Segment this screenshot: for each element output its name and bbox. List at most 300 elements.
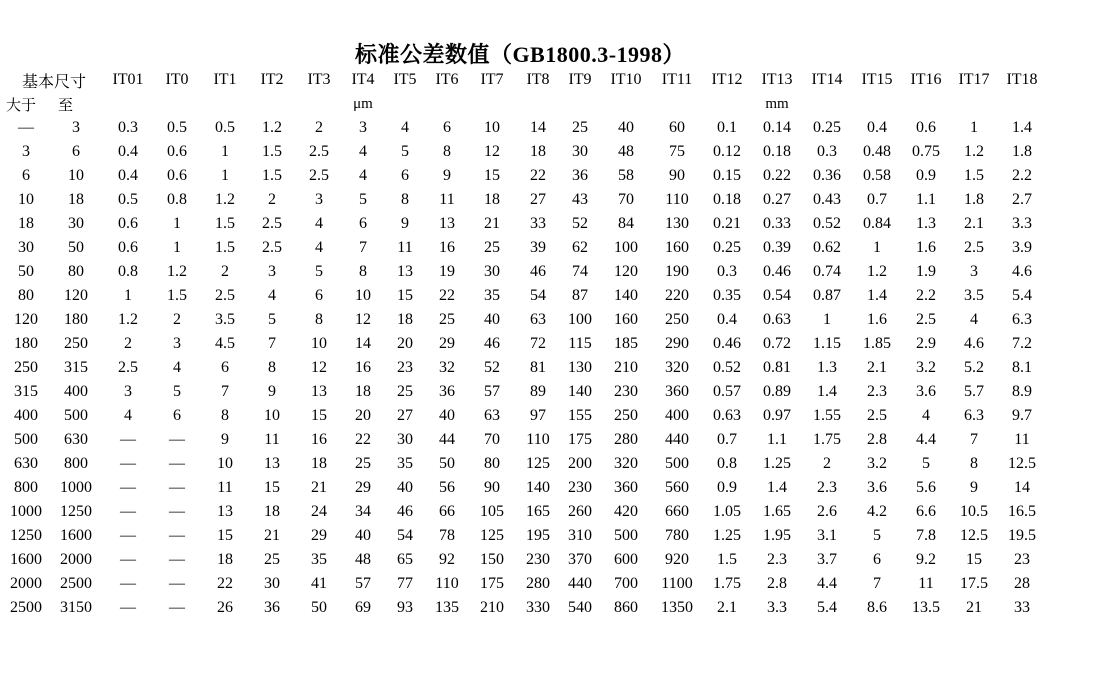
tolerance-cell: 89 [530, 383, 546, 400]
tolerance-cell: 57 [355, 575, 371, 592]
tolerance-cell: 4 [315, 239, 323, 256]
tolerance-cell: 9 [401, 215, 409, 232]
tolerance-cell: 260 [568, 503, 592, 520]
tolerance-cell: 0.63 [763, 311, 791, 328]
size-to-cell: 50 [68, 239, 84, 256]
tolerance-cell: 46 [397, 503, 413, 520]
tolerance-cell: 0.54 [763, 287, 791, 304]
tolerance-cell: 25 [264, 551, 280, 568]
tolerance-cell: 2.5 [262, 215, 282, 232]
tolerance-cell: 5 [922, 455, 930, 472]
tolerance-cell: 0.75 [912, 143, 940, 160]
tolerance-cell: 46 [484, 335, 500, 352]
grade-header: IT17 [958, 71, 990, 88]
tolerance-cell: 12 [311, 359, 327, 376]
tolerance-cell: 50 [311, 599, 327, 616]
tolerance-cell: 0.52 [713, 359, 741, 376]
tolerance-cell: 165 [526, 503, 550, 520]
tolerance-cell: 48 [618, 143, 634, 160]
tolerance-cell: 7 [268, 335, 276, 352]
tolerance-cell: 27 [397, 407, 413, 424]
tolerance-cell: 15 [966, 551, 982, 568]
tolerance-cell: 115 [568, 335, 592, 352]
tolerance-cell: 43 [572, 191, 588, 208]
tolerance-cell: 140 [568, 383, 592, 400]
tolerance-cell: — [169, 599, 185, 616]
tolerance-cell: 92 [439, 551, 455, 568]
tolerance-cell: 0.52 [813, 215, 841, 232]
tolerance-cell: 0.62 [813, 239, 841, 256]
tolerance-cell: 1.5 [262, 143, 282, 160]
size-header: 基本尺寸 [21, 73, 86, 91]
tolerance-cell: 1.1 [916, 191, 936, 208]
tolerance-cell: 48 [355, 551, 371, 568]
tolerance-cell: 420 [614, 503, 638, 520]
tolerance-cell: 1 [823, 311, 831, 328]
tolerance-cell: 0.8 [717, 455, 737, 472]
tolerance-cell: 18 [397, 311, 413, 328]
tolerance-cell: 4 [359, 167, 367, 184]
tolerance-cell: 28 [1014, 575, 1030, 592]
tolerance-cell: 22 [217, 575, 233, 592]
size-over-cell: 1000 [10, 503, 42, 520]
tolerance-cell: 210 [480, 599, 504, 616]
tolerance-cell: 18 [217, 551, 233, 568]
tolerance-cell: 5 [873, 527, 881, 544]
size-to-cell: 250 [64, 335, 88, 352]
tolerance-cell: — [169, 455, 185, 472]
tolerance-cell: 175 [568, 431, 592, 448]
tolerance-cell: 3.9 [1012, 239, 1032, 256]
tolerance-cell: 18 [530, 143, 546, 160]
tolerance-cell: 18 [355, 383, 371, 400]
tolerance-cell: 320 [665, 359, 689, 376]
tolerance-cell: 290 [665, 335, 689, 352]
tolerance-cell: 220 [665, 287, 689, 304]
tolerance-cell: 84 [618, 215, 634, 232]
tolerance-cell: 21 [484, 215, 500, 232]
page-title: 标准公差数值（GB1800.3-1998） [354, 42, 686, 67]
tolerance-cell: 700 [614, 575, 638, 592]
tolerance-cell: 9 [221, 431, 229, 448]
tolerance-cell: 2.1 [717, 599, 737, 616]
grade-header: IT10 [610, 71, 642, 88]
tolerance-cell: 1.2 [964, 143, 984, 160]
size-to-cell: 1000 [60, 479, 92, 496]
tolerance-cell: 0.15 [713, 167, 741, 184]
tolerance-cell: 10 [311, 335, 327, 352]
tolerance-cell: 87 [572, 287, 588, 304]
tolerance-cell: 29 [311, 527, 327, 544]
tolerance-cell: 1 [124, 287, 132, 304]
tolerance-cell: 0.74 [813, 263, 841, 280]
tolerance-cell: 160 [614, 311, 638, 328]
size-over-cell: 2000 [10, 575, 42, 592]
tolerance-cell: 2.9 [916, 335, 936, 352]
tolerance-cell: 1.8 [964, 191, 984, 208]
tolerance-cell: 0.84 [863, 215, 891, 232]
grade-header: IT11 [661, 71, 693, 88]
tolerance-cell: 0.97 [763, 407, 791, 424]
tolerance-cell: — [169, 479, 185, 496]
tolerance-cell: 1.2 [215, 191, 235, 208]
tolerance-cell: 9 [443, 167, 451, 184]
tolerance-cell: 1.4 [817, 383, 837, 400]
tolerance-cell: 6 [359, 215, 367, 232]
grade-header: IT9 [568, 71, 592, 88]
tolerance-cell: 78 [439, 527, 455, 544]
tolerance-cell: 150 [480, 551, 504, 568]
tolerance-cell: 6 [443, 119, 451, 136]
tolerance-cell: 0.9 [916, 167, 936, 184]
tolerance-cell: 40 [484, 311, 500, 328]
tolerance-cell: 11 [918, 575, 934, 592]
tolerance-cell: 1.4 [767, 479, 787, 496]
tolerance-cell: 360 [614, 479, 638, 496]
tolerance-cell: 7 [359, 239, 367, 256]
tolerance-cell: 1.2 [167, 263, 187, 280]
tolerance-cell: 29 [355, 479, 371, 496]
tolerance-cell: 10 [264, 407, 280, 424]
tolerance-cell: 11 [217, 479, 233, 496]
tolerance-cell: 9 [970, 479, 978, 496]
tolerance-cell: 10 [484, 119, 500, 136]
grade-header: IT12 [711, 71, 743, 88]
tolerance-cell: 0.3 [817, 143, 837, 160]
tolerance-cell: 81 [530, 359, 546, 376]
tolerance-cell: 0.87 [813, 287, 841, 304]
size-over-cell: — [18, 119, 34, 136]
tolerance-cell: 0.48 [863, 143, 891, 160]
tolerance-cell: 2 [221, 263, 229, 280]
tolerance-cell: 5.6 [916, 479, 936, 496]
tolerance-cell: 54 [397, 527, 413, 544]
tolerance-cell: 63 [530, 311, 546, 328]
tolerance-cell: 17.5 [960, 575, 988, 592]
tolerance-cell: 1.75 [813, 431, 841, 448]
tolerance-cell: 6.3 [1012, 311, 1032, 328]
tolerance-cell: 5 [173, 383, 181, 400]
grade-header: IT3 [307, 71, 331, 88]
tolerance-cell: 1350 [661, 599, 693, 616]
tolerance-cell: 540 [568, 599, 592, 616]
tolerance-cell: 29 [439, 335, 455, 352]
tolerance-cell: 230 [568, 479, 592, 496]
tolerance-cell: 27 [530, 191, 546, 208]
tolerance-cell: 40 [618, 119, 634, 136]
tolerance-cell: 195 [526, 527, 550, 544]
table-row [4, 500, 1046, 524]
tolerance-cell: 1 [970, 119, 978, 136]
tolerance-cell: 2.6 [817, 503, 837, 520]
tolerance-cell: 14 [530, 119, 546, 136]
tolerance-cell: 24 [311, 503, 327, 520]
tolerance-cell: 10.5 [960, 503, 988, 520]
tolerance-cell: 25 [572, 119, 588, 136]
size-over-cell: 18 [18, 215, 34, 232]
tolerance-cell: 80 [484, 455, 500, 472]
tolerance-cell: 3.3 [767, 599, 787, 616]
tolerance-cell: 18 [311, 455, 327, 472]
tolerance-cell: 1.25 [713, 527, 741, 544]
size-to-cell: 6 [72, 143, 80, 160]
table-row [4, 308, 1046, 332]
unit-row [4, 92, 1046, 116]
tolerance-cell: 0.7 [867, 191, 887, 208]
tolerance-cell: — [120, 455, 136, 472]
tolerance-cell: 1.9 [916, 263, 936, 280]
tolerance-cell: 4 [124, 407, 132, 424]
size-to-cell: 800 [64, 455, 88, 472]
tolerance-cell: 0.36 [813, 167, 841, 184]
tolerance-cell: 4 [268, 287, 276, 304]
tolerance-cell: 50 [439, 455, 455, 472]
tolerance-cell: 600 [614, 551, 638, 568]
size-to-cell: 400 [64, 383, 88, 400]
size-over-cell: 50 [18, 263, 34, 280]
size-over-cell: 180 [14, 335, 38, 352]
tolerance-cell: 7 [970, 431, 978, 448]
tolerance-cell: 35 [484, 287, 500, 304]
tolerance-cell: 97 [530, 407, 546, 424]
tolerance-cell: 1.65 [763, 503, 791, 520]
tolerance-cell: 5 [401, 143, 409, 160]
header-row [4, 68, 1046, 92]
tolerance-cell: 6 [315, 287, 323, 304]
size-over-cell: 6 [22, 167, 30, 184]
tolerance-cell: — [120, 503, 136, 520]
tolerance-cell: 35 [311, 551, 327, 568]
tolerance-cell: 70 [618, 191, 634, 208]
tolerance-cell: 660 [665, 503, 689, 520]
tolerance-cell: 1.5 [167, 287, 187, 304]
tolerance-cell: 4 [173, 359, 181, 376]
tolerance-cell: 16 [439, 239, 455, 256]
tolerance-cell: 2.5 [215, 287, 235, 304]
tolerance-cell: 1.6 [916, 239, 936, 256]
tolerance-cell: 2.8 [867, 431, 887, 448]
tolerance-cell: 1.5 [717, 551, 737, 568]
table-row [4, 332, 1046, 356]
tolerance-cell: — [169, 527, 185, 544]
tolerance-cell: 25 [355, 455, 371, 472]
grade-header: IT0 [165, 71, 189, 88]
size-to-cell: 30 [68, 215, 84, 232]
tolerance-cell: 1 [221, 167, 229, 184]
tolerance-cell: 3 [173, 335, 181, 352]
tolerance-cell: 3.5 [215, 311, 235, 328]
grade-header: IT8 [526, 71, 550, 88]
tolerance-cell: 4 [401, 119, 409, 136]
table-row [4, 188, 1046, 212]
tolerance-cell: 6 [173, 407, 181, 424]
tolerance-cell: 75 [669, 143, 685, 160]
grade-header: IT5 [393, 71, 417, 88]
tolerance-cell: 330 [526, 599, 550, 616]
tolerance-cell: 5.4 [817, 599, 837, 616]
tolerance-cell: 6 [873, 551, 881, 568]
tolerance-cell: 40 [439, 407, 455, 424]
size-over-cell: 1250 [10, 527, 42, 544]
tolerance-cell: 5 [359, 191, 367, 208]
tolerance-cell: 3.3 [1012, 215, 1032, 232]
tolerance-cell: 250 [614, 407, 638, 424]
tolerance-cell: 72 [530, 335, 546, 352]
tolerance-cell: 0.4 [118, 167, 138, 184]
tolerance-cell: 46 [530, 263, 546, 280]
tolerance-cell: 0.6 [167, 167, 187, 184]
tolerance-cell: 2 [268, 191, 276, 208]
tolerance-cell: 8 [359, 263, 367, 280]
size-to-cell: 2500 [60, 575, 92, 592]
tolerance-cell: 6.3 [964, 407, 984, 424]
tolerance-cell: 0.58 [863, 167, 891, 184]
tolerance-cell: 40 [355, 527, 371, 544]
tolerance-cell: 0.33 [763, 215, 791, 232]
tolerance-cell: 0.21 [713, 215, 741, 232]
tolerance-cell: 33 [530, 215, 546, 232]
tolerance-cell: 0.46 [763, 263, 791, 280]
tolerance-cell: 3 [124, 383, 132, 400]
tolerance-cell: 21 [264, 527, 280, 544]
tolerance-cell: 1.6 [867, 311, 887, 328]
tolerance-cell: 320 [614, 455, 638, 472]
tolerance-cell: 11 [264, 431, 280, 448]
size-over-cell: 800 [14, 479, 38, 496]
tolerance-cell: 69 [355, 599, 371, 616]
tolerance-cell: 1.3 [916, 215, 936, 232]
tolerance-cell: 400 [665, 407, 689, 424]
tolerance-cell: 36 [439, 383, 455, 400]
tolerance-cell: 2.5 [118, 359, 138, 376]
tolerance-cell: 105 [480, 503, 504, 520]
tolerance-cell: 8 [221, 407, 229, 424]
tolerance-cell: 77 [397, 575, 413, 592]
size-over-cell: 630 [14, 455, 38, 472]
tolerance-cell: 15 [264, 479, 280, 496]
size-to-cell: 2000 [60, 551, 92, 568]
tolerance-cell: 0.81 [763, 359, 791, 376]
tolerance-cell: 20 [397, 335, 413, 352]
size-over-cell: 2500 [10, 599, 42, 616]
tolerance-cell: 0.39 [763, 239, 791, 256]
tolerance-cell: 10 [355, 287, 371, 304]
tolerance-cell: 13.5 [912, 599, 940, 616]
tolerance-cell: 22 [355, 431, 371, 448]
tolerance-cell: 0.7 [717, 431, 737, 448]
tolerance-cell: — [169, 503, 185, 520]
tolerance-cell: 2.2 [1012, 167, 1032, 184]
grade-header: IT14 [811, 71, 843, 88]
tolerance-cell: 0.4 [867, 119, 887, 136]
tolerance-cell: 200 [568, 455, 592, 472]
tolerance-cell: 39 [530, 239, 546, 256]
tolerance-cell: 15 [397, 287, 413, 304]
size-to-cell: 630 [64, 431, 88, 448]
tolerance-cell: 54 [530, 287, 546, 304]
tolerance-cell: 2.1 [964, 215, 984, 232]
tolerance-cell: 1.5 [215, 239, 235, 256]
size-to-cell: 315 [64, 359, 88, 376]
tolerance-cell: 8 [268, 359, 276, 376]
tolerance-cell: 8 [443, 143, 451, 160]
table-row [4, 260, 1046, 284]
tolerance-cell: 34 [355, 503, 371, 520]
size-over-cell: 10 [18, 191, 34, 208]
size-over-cell: 1600 [10, 551, 42, 568]
table-row [4, 428, 1046, 452]
tolerance-cell: 1.85 [863, 335, 891, 352]
size-over-cell: 30 [18, 239, 34, 256]
table-row [4, 572, 1046, 596]
tolerance-cell: 500 [665, 455, 689, 472]
tolerance-cell: 1 [873, 239, 881, 256]
tolerance-cell: 90 [484, 479, 500, 496]
unit-micrometer: μm [353, 95, 373, 112]
tolerance-cell: 780 [665, 527, 689, 544]
tolerance-cell: 10 [217, 455, 233, 472]
tolerance-cell: 6 [401, 167, 409, 184]
tolerance-cell: 130 [665, 215, 689, 232]
tolerance-cell: 920 [665, 551, 689, 568]
tolerance-cell: 440 [568, 575, 592, 592]
tolerance-cell: 5 [268, 311, 276, 328]
table-row [4, 164, 1046, 188]
tolerance-cell: 500 [614, 527, 638, 544]
table-row [4, 116, 1046, 140]
tolerance-cell: 20 [355, 407, 371, 424]
tolerance-cell: 0.6 [118, 239, 138, 256]
tolerance-cell: 100 [614, 239, 638, 256]
tolerance-cell: 19.5 [1008, 527, 1036, 544]
tolerance-cell: 6 [221, 359, 229, 376]
tolerance-cell: 100 [568, 311, 592, 328]
tolerance-cell: 4 [922, 407, 930, 424]
table-row [4, 284, 1046, 308]
tolerance-cell: 15 [217, 527, 233, 544]
tolerance-cell: 13 [439, 215, 455, 232]
tolerance-cell: 4.4 [817, 575, 837, 592]
table-row [4, 524, 1046, 548]
tolerance-cell: 4 [970, 311, 978, 328]
tolerance-cell: 25 [439, 311, 455, 328]
tolerance-cell: 2.5 [309, 167, 329, 184]
tolerance-cell: 16 [355, 359, 371, 376]
tolerance-cell: 14 [1014, 479, 1030, 496]
tolerance-cell: 2 [124, 335, 132, 352]
tolerance-cell: 44 [439, 431, 455, 448]
tolerance-cell: 7 [873, 575, 881, 592]
tolerance-cell: 12.5 [960, 527, 988, 544]
tolerance-cell: 160 [665, 239, 689, 256]
tolerance-cell: 1.5 [262, 167, 282, 184]
tolerance-cell: 3.2 [916, 359, 936, 376]
tolerance-cell: 0.27 [763, 191, 791, 208]
tolerance-cell: 860 [614, 599, 638, 616]
tolerance-cell: 1.95 [763, 527, 791, 544]
tolerance-cell: 58 [618, 167, 634, 184]
tolerance-cell: 13 [217, 503, 233, 520]
tolerance-cell: 0.6 [167, 143, 187, 160]
tolerance-cell: 93 [397, 599, 413, 616]
tolerance-cell: 0.1 [717, 119, 737, 136]
tolerance-cell: 63 [484, 407, 500, 424]
table-row [4, 140, 1046, 164]
size-over-cell: 3 [22, 143, 30, 160]
tolerance-cell: 1.2 [262, 119, 282, 136]
tolerance-cell: 1.8 [1012, 143, 1032, 160]
tolerance-cell: 74 [572, 263, 588, 280]
